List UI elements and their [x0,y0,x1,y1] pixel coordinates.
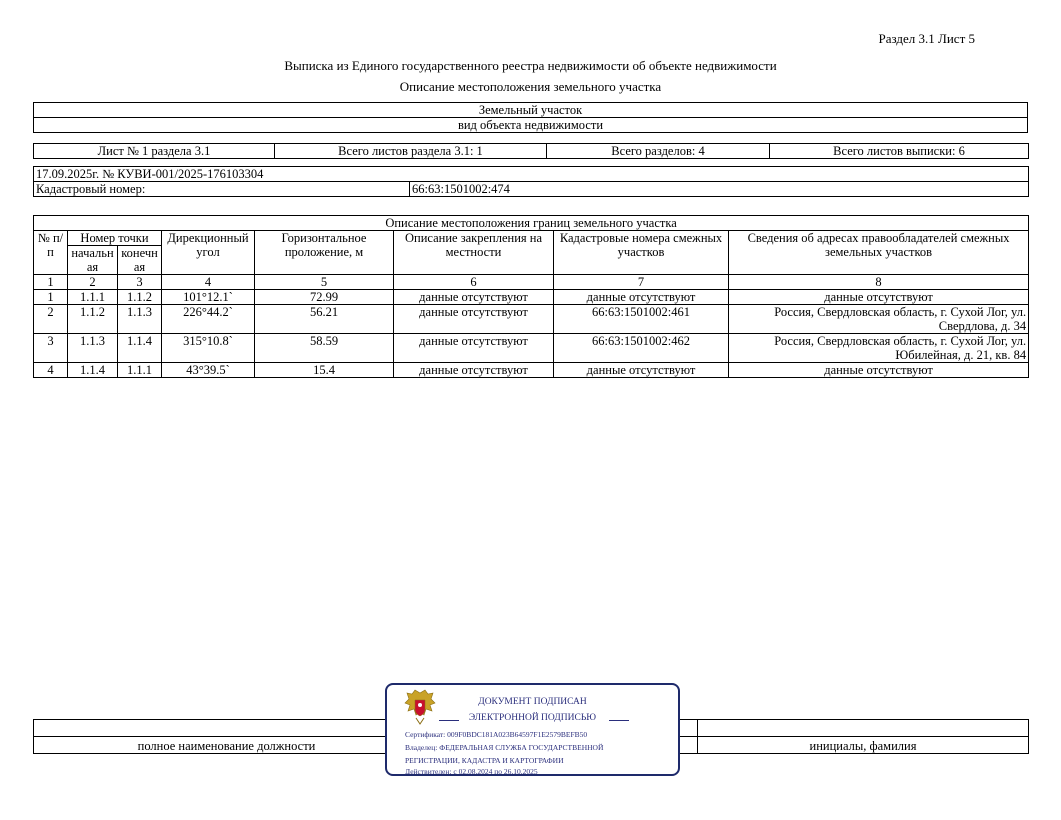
col-number: 2 [68,275,118,290]
cadastral-label: Кадастровый номер: [34,182,410,197]
header-angle: Дирекционный угол [162,231,255,275]
table-row [34,363,1029,378]
meta-table [33,166,1029,197]
point-end: 1.1.2 [118,290,162,305]
point-end: 1.1.1 [118,363,162,378]
object-type: Земельный участок [34,103,1028,118]
position-caption: полное наименование должности [34,737,420,754]
total-extract-sheets: Всего листов выписки: 6 [770,144,1029,159]
point-start: 1.1.4 [68,363,118,378]
header-num: № п/п [34,231,68,275]
horizontal-length: 72.99 [255,290,394,305]
point-start: 1.1.3 [68,334,118,363]
header-point-end: конечн ая [118,246,162,275]
section-reference: Раздел 3.1 Лист 5 [878,31,975,46]
sheet-number: Лист № 1 раздела 3.1 [34,144,275,159]
total-sections: Всего разделов: 4 [547,144,770,159]
column-number-row [34,275,1029,290]
total-section-sheets: Всего листов раздела 3.1: 1 [275,144,547,159]
row-num: 2 [34,305,68,334]
direction-angle: 315°10.8` [162,334,255,363]
fixing-description: данные отсутствуют [394,305,554,334]
fixing-description: данные отсутствуют [394,290,554,305]
stamp-certificate: Сертификат: 009F0BDC181A023B64597F1E2579BEFB50 [405,730,588,739]
row-num: 1 [34,290,68,305]
stamp-valid: Действителен: с 02.08.2024 по 26.10.2025 [405,767,538,776]
position-field [34,720,420,737]
neighbor-cadastral: 66:63:1501002:461 [554,305,729,334]
point-end: 1.1.3 [118,305,162,334]
boundaries-title: Описание местоположения границ земельного участка [34,216,1029,231]
direction-angle: 43°39.5` [162,363,255,378]
col-number: 5 [255,275,394,290]
col-number: 8 [729,275,1029,290]
stamp-line1: ДОКУМЕНТ ПОДПИСАН [478,697,587,707]
fixing-description: данные отсутствуют [394,363,554,378]
name-caption: инициалы, фамилия [698,737,1029,754]
name-field [698,720,1029,737]
point-start: 1.1.2 [68,305,118,334]
col-number: 6 [394,275,554,290]
col-number: 1 [34,275,68,290]
header-point-start: начальн ая [68,246,118,275]
horizontal-length: 58.59 [255,334,394,363]
header-fixing: Описание закрепления на местности [394,231,554,275]
direction-angle: 226°44.2` [162,305,255,334]
owner-address: Россия, Свердловская область, г. Сухой Лог, ул. Свердлова, д. 34 [729,305,1029,334]
horizontal-length: 15.4 [255,363,394,378]
document-subtitle: Описание местоположения земельного участка [399,79,662,94]
header-owners: Сведения об адресах правообладателей смежных земельных участков [729,231,1029,275]
document-title: Выписка из Единого государственного реестра недвижимости об объекте недвижимости [284,58,777,73]
row-num: 4 [34,363,68,378]
stamp-owner: Владелец: ФЕДЕРАЛЬНАЯ СЛУЖБА ГОСУДАРСТВЕННОЙ [405,743,604,752]
col-number: 4 [162,275,255,290]
boundaries-table [33,215,1029,378]
neighbor-cadastral: данные отсутствуют [554,290,729,305]
table-row [34,334,1029,363]
neighbor-cadastral: 66:63:1501002:462 [554,334,729,363]
table-row [34,290,1029,305]
col-number: 3 [118,275,162,290]
owner-address: Россия, Свердловская область, г. Сухой Лог, ул. Юбилейная, д. 21, кв. 84 [729,334,1029,363]
object-type-caption: вид объекта недвижимости [34,118,1028,133]
table-row [34,305,1029,334]
owner-address: данные отсутствуют [729,290,1029,305]
row-num: 3 [34,334,68,363]
header-length: Горизонтальное проложение, м [255,231,394,275]
stamp-owner2: РЕГИСТРАЦИИ, КАДАСТРА И КАРТОГРАФИИ [405,756,564,765]
date-number: 17.09.2025г. № КУВИ-001/2025-176103304 [34,167,1029,182]
header-neighbors: Кадастровые номера смежных участков [554,231,729,275]
sheet-info-table [33,143,1029,159]
stamp-rule-right [609,720,629,721]
cadastral-number: 66:63:1501002:474 [410,182,1029,197]
neighbor-cadastral: данные отсутствуют [554,363,729,378]
horizontal-length: 56.21 [255,305,394,334]
owner-address: данные отсутствуют [729,363,1029,378]
header-point: Номер точки [68,231,162,246]
stamp-line2: ЭЛЕКТРОННОЙ ПОДПИСЬЮ [468,713,597,723]
point-end: 1.1.4 [118,334,162,363]
col-number: 7 [554,275,729,290]
point-start: 1.1.1 [68,290,118,305]
e-signature-stamp [385,683,680,776]
direction-angle: 101°12.1` [162,290,255,305]
fixing-description: данные отсутствуют [394,334,554,363]
object-type-table [33,102,1028,133]
